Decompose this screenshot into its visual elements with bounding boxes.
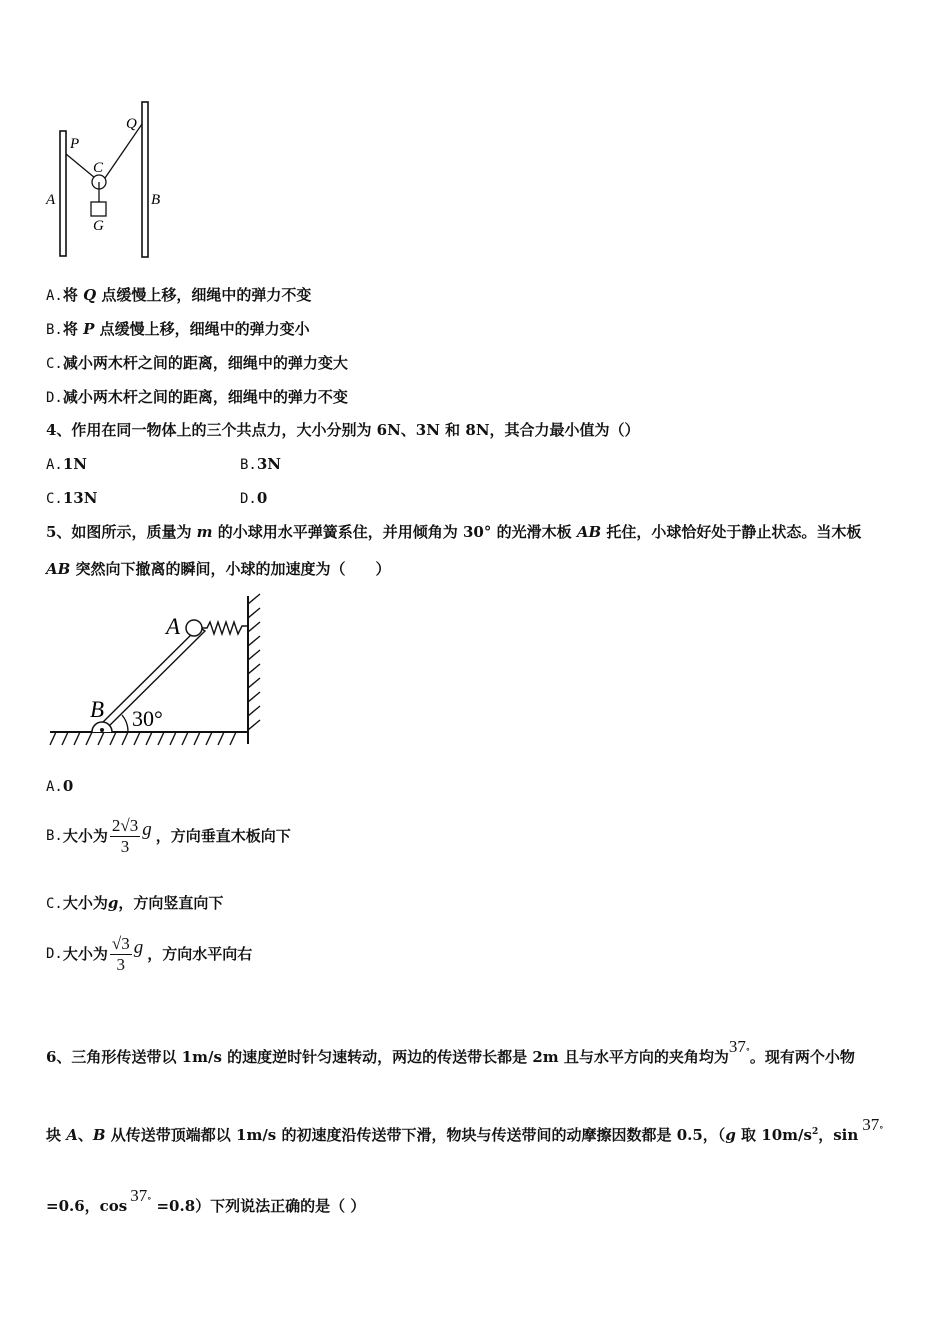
label-a: A <box>46 192 56 208</box>
q4-option-a: A.1N <box>46 455 88 473</box>
label-b: B <box>90 697 105 722</box>
weight-g <box>91 202 106 216</box>
q4-option-b: B.3N <box>240 455 282 473</box>
angle-label: 30° <box>132 706 163 731</box>
q6-stem-line2: 块 A、B 从传送带顶端都以 1m/s 的初速度沿传送带下滑，物块与传送带间的动摩擦因数都是 0.5，（g 取 $10m/s^2$，sin37° <box>46 1115 884 1144</box>
q3-option-b: B.将 P 点缓慢上移，细绳中的弹力变小 <box>46 320 310 338</box>
q6-stem-line3: =0.6，cos37° =0.8）下列说法正确的是（ ） <box>46 1186 366 1215</box>
q6-stem-line1: 6、三角形传送带以 1m/s 的速度逆时针匀速转动，两边的传送带长都是 2m 且与水平方向的夹角均为37°。现有两个小物 <box>46 1037 855 1066</box>
ball-a <box>186 620 202 636</box>
pole-a <box>60 131 66 256</box>
ground-hatching <box>50 732 236 745</box>
q5-option-a: A.0 <box>46 777 74 795</box>
q5-option-b: B. 大小为 $\frac{2√3}{3}$ g ，方向垂直木板向下 <box>46 815 291 856</box>
label-b: B <box>151 192 161 208</box>
q3-option-c: C.减小两木杆之间的距离，细绳中的弹力变大 <box>46 354 348 372</box>
angle-arc <box>122 715 128 732</box>
q5-option-d: D. 大小为 $\frac{√3}{3}$ g ，方向水平向右 <box>46 933 253 974</box>
label-a: A <box>166 614 181 639</box>
q4-stem: 4、作用在同一物体上的三个共点力，大小分别为 6N、3N 和 8N，其合力最小值为（） <box>46 421 640 439</box>
label-g: G <box>93 218 104 234</box>
q5-stem-line2: AB 突然向下撤离的瞬间，小球的加速度为（ ） <box>46 560 391 578</box>
pole-b <box>142 102 148 257</box>
fraction-2sqrt3-over-3: $\frac{2√3}{3}$ <box>111 815 139 856</box>
wall-hatching <box>248 594 260 730</box>
rope-left <box>66 154 95 178</box>
q4-option-d: D.0 <box>240 489 268 507</box>
rope-right <box>105 124 142 178</box>
q3-option-d: D.减小两木杆之间的距离，细绳中的弹力不变 <box>46 388 348 406</box>
label-q: Q <box>126 116 137 132</box>
figure-rope-pulley <box>40 98 180 263</box>
label-p: P <box>70 136 80 152</box>
q4-option-c: C.13N <box>46 489 98 507</box>
q5-stem-line1: 5、如图所示，质量为 m 的小球用水平弹簧系住，并用倾角为 30° 的光滑木板 AB 托住，小球恰好处于静止状态。当木板 <box>46 523 862 541</box>
hinge-pin <box>100 728 104 732</box>
fraction-sqrt3-over-3: $\frac{√3}{3}$ <box>111 933 130 974</box>
q3-option-a: A.将 Q 点缓慢上移，细绳中的弹力不变 <box>46 286 312 304</box>
q5-option-c: C.大小为g，方向竖直向下 <box>46 894 224 912</box>
spring <box>202 622 248 634</box>
label-c: C <box>93 160 104 176</box>
figure-incline-spring <box>40 590 280 755</box>
